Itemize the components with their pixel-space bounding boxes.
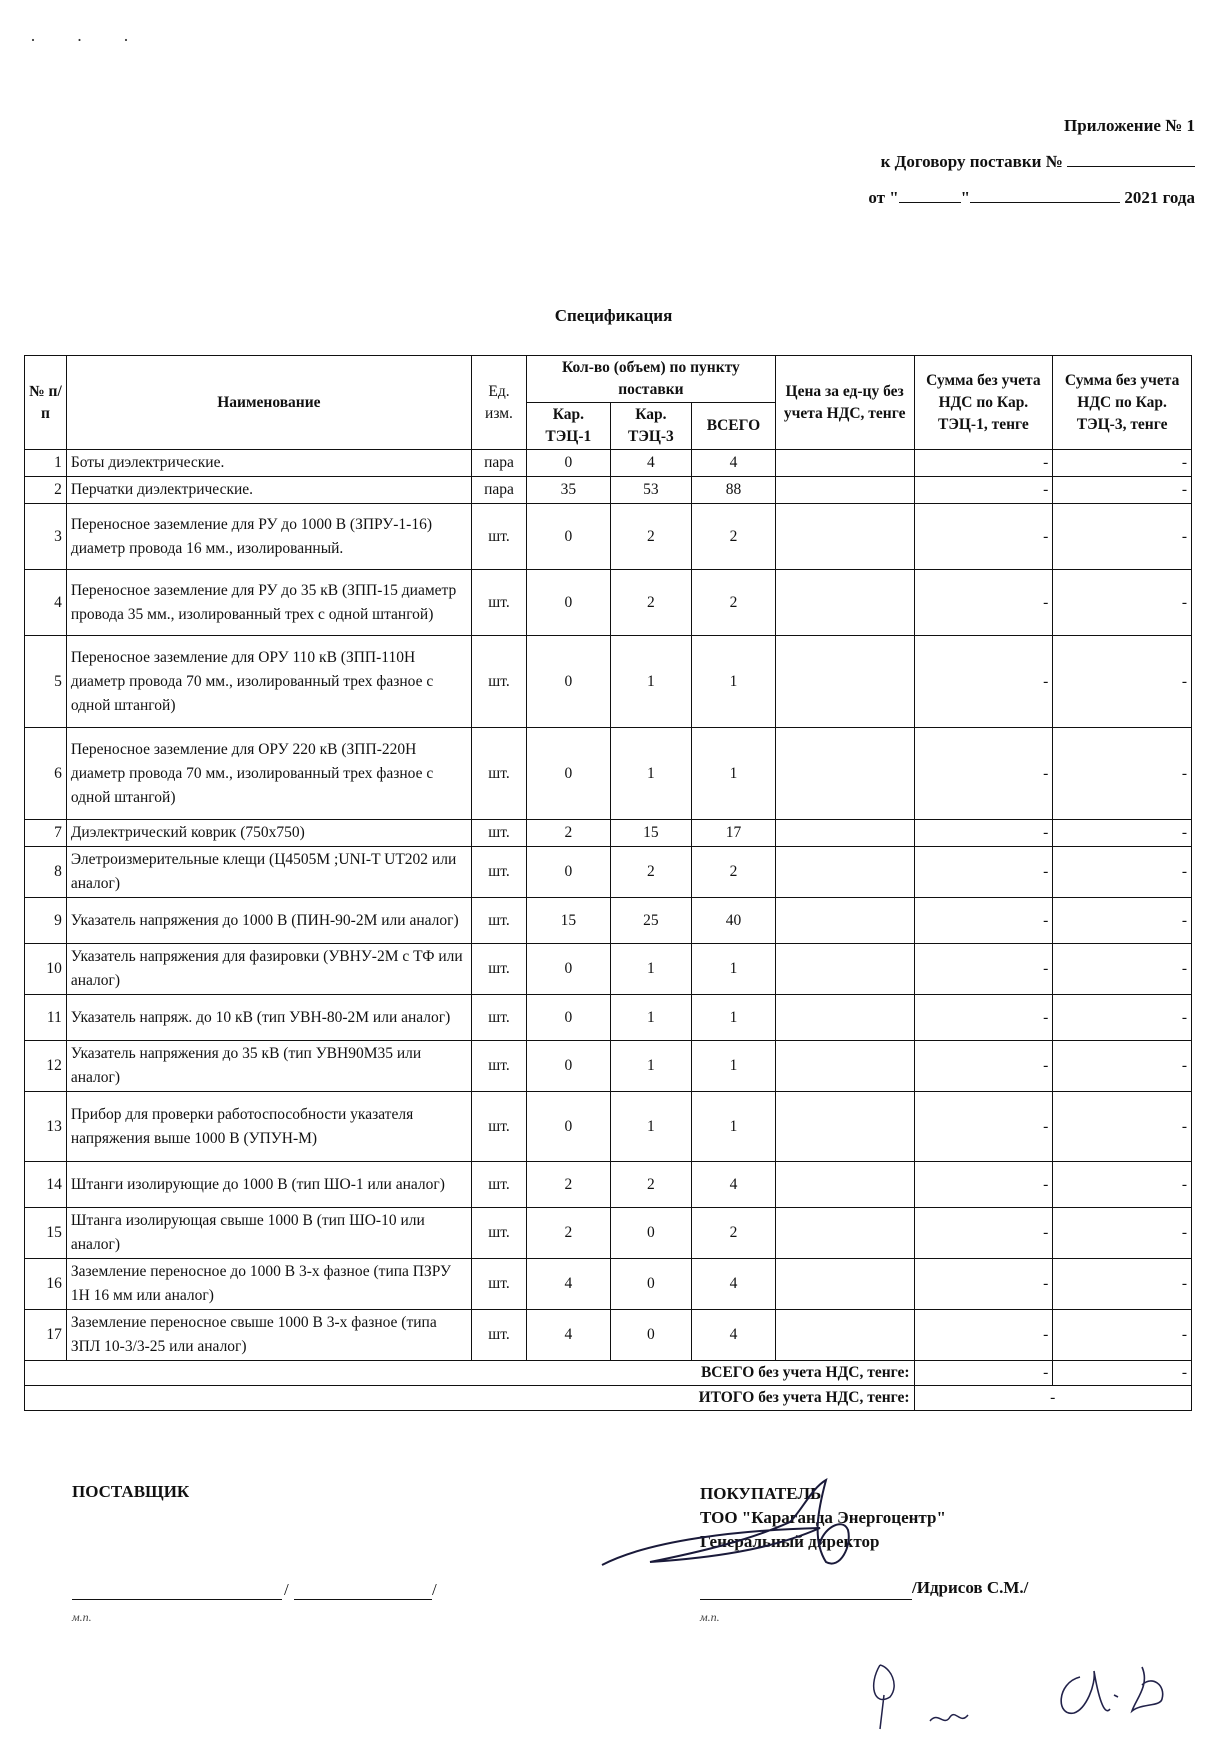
qty-tec3: 1: [610, 1041, 691, 1092]
qty-tec3: 1: [610, 1092, 691, 1162]
qty-total: 4: [692, 1162, 776, 1208]
unit-price: [775, 847, 914, 898]
supplier-sign-line: [72, 1598, 282, 1600]
col-header-sum3: Сумма без учета НДС по Кар. ТЭЦ-3, тенге: [1053, 356, 1192, 450]
col-header-qty1: Кар. ТЭЦ-1: [527, 403, 611, 450]
qty-tec3: 0: [610, 1208, 691, 1259]
qty-total: 4: [692, 1310, 776, 1361]
sum-tec1: -: [914, 1259, 1053, 1310]
qty-total: 1: [692, 1041, 776, 1092]
sum-tec3: -: [1053, 450, 1192, 477]
row-number: 1: [25, 450, 67, 477]
table-row: [25, 1259, 1192, 1310]
item-name: Переносное заземление для ОРУ 110 кВ (ЗПП-110Н диаметр провода 70 мм., изолированный трех фазное с одной штангой): [66, 636, 471, 728]
sum-tec1: -: [914, 847, 1053, 898]
table-row: [25, 898, 1192, 944]
unit-price: [775, 450, 914, 477]
item-name: Переносное заземление для ОРУ 220 кВ (ЗПП-220Н диаметр провода 70 мм., изолированный трех фазное с одной штангой): [66, 728, 471, 820]
initials-marks: [860, 1655, 1200, 1735]
row-number: 6: [25, 728, 67, 820]
qty-tec3: 2: [610, 1162, 691, 1208]
item-name: Указатель напряжения до 1000 В (ПИН-90-2М или аналог): [66, 898, 471, 944]
sum-tec1: -: [914, 450, 1053, 477]
qty-tec3: 4: [610, 450, 691, 477]
qty-total: 88: [692, 477, 776, 504]
qty-tec1: 0: [527, 847, 611, 898]
qty-tec1: 4: [527, 1310, 611, 1361]
sum-tec3: -: [1053, 898, 1192, 944]
row-number: 3: [25, 504, 67, 570]
item-unit: шт.: [471, 1208, 526, 1259]
row-number: 12: [25, 1041, 67, 1092]
unit-price: [775, 570, 914, 636]
total-sum3: -: [1053, 1361, 1192, 1386]
qty-total: 2: [692, 847, 776, 898]
sum-tec1: -: [914, 1092, 1053, 1162]
qty-tec3: 1: [610, 728, 691, 820]
sum-tec3: -: [1053, 504, 1192, 570]
item-unit: пара: [471, 477, 526, 504]
qty-tec1: 2: [527, 1162, 611, 1208]
col-header-qty-total: ВСЕГО: [692, 403, 776, 450]
qty-tec3: 1: [610, 636, 691, 728]
unit-price: [775, 995, 914, 1041]
item-unit: шт.: [471, 728, 526, 820]
date-month-blank: [970, 188, 1120, 203]
qty-total: 2: [692, 570, 776, 636]
buyer-label: ПОКУПАТЕЛЬ: [700, 1484, 822, 1503]
appendix-title: Приложение № 1: [1064, 116, 1195, 135]
sum-tec1: -: [914, 1310, 1053, 1361]
sum-tec3: -: [1053, 1208, 1192, 1259]
supplier-slash-1: /: [284, 1580, 289, 1599]
buyer-stamp-place: м.п.: [700, 1610, 720, 1624]
qty-tec1: 0: [527, 728, 611, 820]
sum-tec1: -: [914, 477, 1053, 504]
supplier-label: ПОСТАВЩИК: [72, 1482, 190, 1501]
qty-total: 1: [692, 1092, 776, 1162]
scan-artifact-dots: · · ·: [30, 30, 147, 50]
qty-tec1: 2: [527, 820, 611, 847]
sum-tec3: -: [1053, 728, 1192, 820]
col-header-sum1: Сумма без учета НДС по Кар. ТЭЦ-1, тенге: [914, 356, 1053, 450]
total-row: [25, 1361, 1192, 1386]
sum-tec1: -: [914, 570, 1053, 636]
table-row: [25, 944, 1192, 995]
sum-tec1: -: [914, 1162, 1053, 1208]
buyer-org: ТОО "Караганда Энергоцентр": [700, 1508, 946, 1527]
row-number: 4: [25, 570, 67, 636]
table-row: [25, 450, 1192, 477]
director-signature: [590, 1470, 910, 1600]
unit-price: [775, 1310, 914, 1361]
contract-ref-text: к Договору поставки №: [880, 152, 1063, 171]
document-title: Спецификация: [554, 306, 673, 325]
item-name: Переносное заземление для РУ до 35 кВ (ЗПП-15 диаметр провода 35 мм., изолированный трех с одной штангой): [66, 570, 471, 636]
qty-tec1: 0: [527, 1041, 611, 1092]
sum-tec1: -: [914, 995, 1053, 1041]
table-row: [25, 1041, 1192, 1092]
supplier-stamp-place: м.п.: [72, 1610, 92, 1624]
col-header-price: Цена за ед-цу без учета НДС, тенге: [775, 356, 914, 450]
qty-total: 4: [692, 1259, 776, 1310]
sum-tec3: -: [1053, 820, 1192, 847]
item-name: Перчатки диэлектрические.: [66, 477, 471, 504]
item-unit: шт.: [471, 847, 526, 898]
date-year: 2021 года: [1124, 188, 1195, 207]
qty-tec3: 53: [610, 477, 691, 504]
sum-tec3: -: [1053, 847, 1192, 898]
unit-price: [775, 1259, 914, 1310]
table-row: [25, 1208, 1192, 1259]
grand-total-label: ИТОГО без учета НДС, тенге:: [25, 1386, 915, 1411]
sum-tec1: -: [914, 636, 1053, 728]
table-row: [25, 570, 1192, 636]
unit-price: [775, 504, 914, 570]
qty-total: 2: [692, 1208, 776, 1259]
sum-tec1: -: [914, 1208, 1053, 1259]
row-number: 14: [25, 1162, 67, 1208]
item-name: Штанги изолирующие до 1000 В (тип ШО-1 или аналог): [66, 1162, 471, 1208]
grand-total-value: -: [914, 1386, 1191, 1411]
total-label: ВСЕГО без учета НДС, тенге:: [25, 1361, 915, 1386]
table-row: [25, 728, 1192, 820]
qty-total: 40: [692, 898, 776, 944]
item-name: Заземление переносное до 1000 В 3-х фазное (типа ПЗРУ 1Н 16 мм или аналог): [66, 1259, 471, 1310]
row-number: 2: [25, 477, 67, 504]
col-header-qty-group: Кол-во (объем) по пункту поставки: [527, 356, 776, 403]
table-row: [25, 820, 1192, 847]
qty-total: 1: [692, 995, 776, 1041]
qty-tec3: 0: [610, 1259, 691, 1310]
qty-tec1: 0: [527, 504, 611, 570]
qty-total: 2: [692, 504, 776, 570]
table-row: [25, 1092, 1192, 1162]
item-unit: шт.: [471, 1310, 526, 1361]
unit-price: [775, 1162, 914, 1208]
item-unit: шт.: [471, 1041, 526, 1092]
item-name: Элетроизмерительные клещи (Ц4505М ;UNI-T UT202 или аналог): [66, 847, 471, 898]
unit-price: [775, 477, 914, 504]
item-unit: шт.: [471, 898, 526, 944]
item-unit: шт.: [471, 570, 526, 636]
buyer-signer: /Идрисов С.М./: [912, 1578, 1029, 1597]
grand-total-row: [25, 1386, 1192, 1411]
sum-tec3: -: [1053, 995, 1192, 1041]
sum-tec3: -: [1053, 1310, 1192, 1361]
qty-tec1: 0: [527, 1092, 611, 1162]
col-header-qty3: Кар. ТЭЦ-3: [610, 403, 691, 450]
sum-tec1: -: [914, 504, 1053, 570]
row-number: 7: [25, 820, 67, 847]
sum-tec3: -: [1053, 636, 1192, 728]
qty-total: 1: [692, 728, 776, 820]
unit-price: [775, 898, 914, 944]
unit-price: [775, 728, 914, 820]
row-number: 8: [25, 847, 67, 898]
qty-tec1: 0: [527, 944, 611, 995]
total-sum1: -: [914, 1361, 1053, 1386]
supplier-name-line: [294, 1598, 432, 1600]
appendix-header: [868, 108, 1195, 216]
row-number: 13: [25, 1092, 67, 1162]
col-header-num: № п/п: [25, 356, 67, 450]
qty-tec1: 0: [527, 995, 611, 1041]
contract-date: [868, 180, 1195, 216]
sum-tec1: -: [914, 898, 1053, 944]
item-name: Переносное заземление для РУ до 1000 В (ЗПРУ-1-16) диаметр провода 16 мм., изолированный.: [66, 504, 471, 570]
qty-tec3: 1: [610, 995, 691, 1041]
row-number: 9: [25, 898, 67, 944]
item-unit: шт.: [471, 504, 526, 570]
qty-tec1: 0: [527, 636, 611, 728]
table-row: [25, 477, 1192, 504]
item-unit: пара: [471, 450, 526, 477]
date-day-blank: [899, 188, 961, 203]
contract-ref: [868, 144, 1195, 180]
item-unit: шт.: [471, 820, 526, 847]
item-name: Прибор для проверки работоспособности указателя напряжения выше 1000 В (УПУН-М): [66, 1092, 471, 1162]
sum-tec1: -: [914, 728, 1053, 820]
qty-total: 4: [692, 450, 776, 477]
sum-tec1: -: [914, 944, 1053, 995]
unit-price: [775, 1092, 914, 1162]
specification-table: [24, 355, 1192, 1411]
buyer-position: Генеральный директор: [700, 1532, 880, 1551]
row-number: 5: [25, 636, 67, 728]
table-row: [25, 995, 1192, 1041]
table-row: [25, 1162, 1192, 1208]
table-body: [25, 450, 1192, 1361]
unit-price: [775, 1208, 914, 1259]
qty-tec1: 2: [527, 1208, 611, 1259]
item-unit: шт.: [471, 1092, 526, 1162]
qty-tec1: 35: [527, 477, 611, 504]
sum-tec1: -: [914, 820, 1053, 847]
qty-tec3: 15: [610, 820, 691, 847]
sum-tec1: -: [914, 1041, 1053, 1092]
sum-tec3: -: [1053, 477, 1192, 504]
item-name: Заземление переносное свыше 1000 В 3-х фазное (типа ЗПЛ 10-3/3-25 или аналог): [66, 1310, 471, 1361]
unit-price: [775, 820, 914, 847]
col-header-unit: Ед. изм.: [471, 356, 526, 450]
row-number: 15: [25, 1208, 67, 1259]
item-name: Диэлектрический коврик (750х750): [66, 820, 471, 847]
unit-price: [775, 944, 914, 995]
item-name: Указатель напряж. до 10 кВ (тип УВН-80-2М или аналог): [66, 995, 471, 1041]
table-row: [25, 636, 1192, 728]
table-row: [25, 504, 1192, 570]
qty-tec1: 15: [527, 898, 611, 944]
item-unit: шт.: [471, 1162, 526, 1208]
qty-total: 1: [692, 944, 776, 995]
table-row: [25, 1310, 1192, 1361]
item-name: Указатель напряжения до 35 кВ (тип УВН90М35 или аналог): [66, 1041, 471, 1092]
unit-price: [775, 1041, 914, 1092]
item-unit: шт.: [471, 995, 526, 1041]
qty-tec3: 0: [610, 1310, 691, 1361]
qty-tec3: 2: [610, 570, 691, 636]
qty-tec1: 4: [527, 1259, 611, 1310]
supplier-slash-2: /: [432, 1580, 437, 1599]
item-unit: шт.: [471, 1259, 526, 1310]
qty-tec1: 0: [527, 450, 611, 477]
sum-tec3: -: [1053, 944, 1192, 995]
qty-tec3: 25: [610, 898, 691, 944]
qty-total: 17: [692, 820, 776, 847]
header-row-1: [25, 356, 1192, 403]
date-quote: ": [960, 188, 971, 207]
qty-tec3: 1: [610, 944, 691, 995]
qty-tec1: 0: [527, 570, 611, 636]
item-unit: шт.: [471, 944, 526, 995]
table-totals: [25, 1361, 1192, 1411]
sum-tec3: -: [1053, 570, 1192, 636]
row-number: 16: [25, 1259, 67, 1310]
row-number: 11: [25, 995, 67, 1041]
col-header-name: Наименование: [66, 356, 471, 450]
unit-price: [775, 636, 914, 728]
item-name: Боты диэлектрические.: [66, 450, 471, 477]
row-number: 17: [25, 1310, 67, 1361]
table-row: [25, 847, 1192, 898]
qty-total: 1: [692, 636, 776, 728]
qty-tec3: 2: [610, 504, 691, 570]
sum-tec3: -: [1053, 1162, 1192, 1208]
item-unit: шт.: [471, 636, 526, 728]
sum-tec3: -: [1053, 1259, 1192, 1310]
contract-number-blank: [1067, 152, 1195, 167]
sum-tec3: -: [1053, 1041, 1192, 1092]
item-name: Указатель напряжения для фазировки (УВНУ-2М с ТФ или аналог): [66, 944, 471, 995]
sum-tec3: -: [1053, 1092, 1192, 1162]
qty-tec3: 2: [610, 847, 691, 898]
row-number: 10: [25, 944, 67, 995]
item-name: Штанга изолирующая свыше 1000 В (тип ШО-10 или аналог): [66, 1208, 471, 1259]
date-prefix: от ": [868, 188, 899, 207]
